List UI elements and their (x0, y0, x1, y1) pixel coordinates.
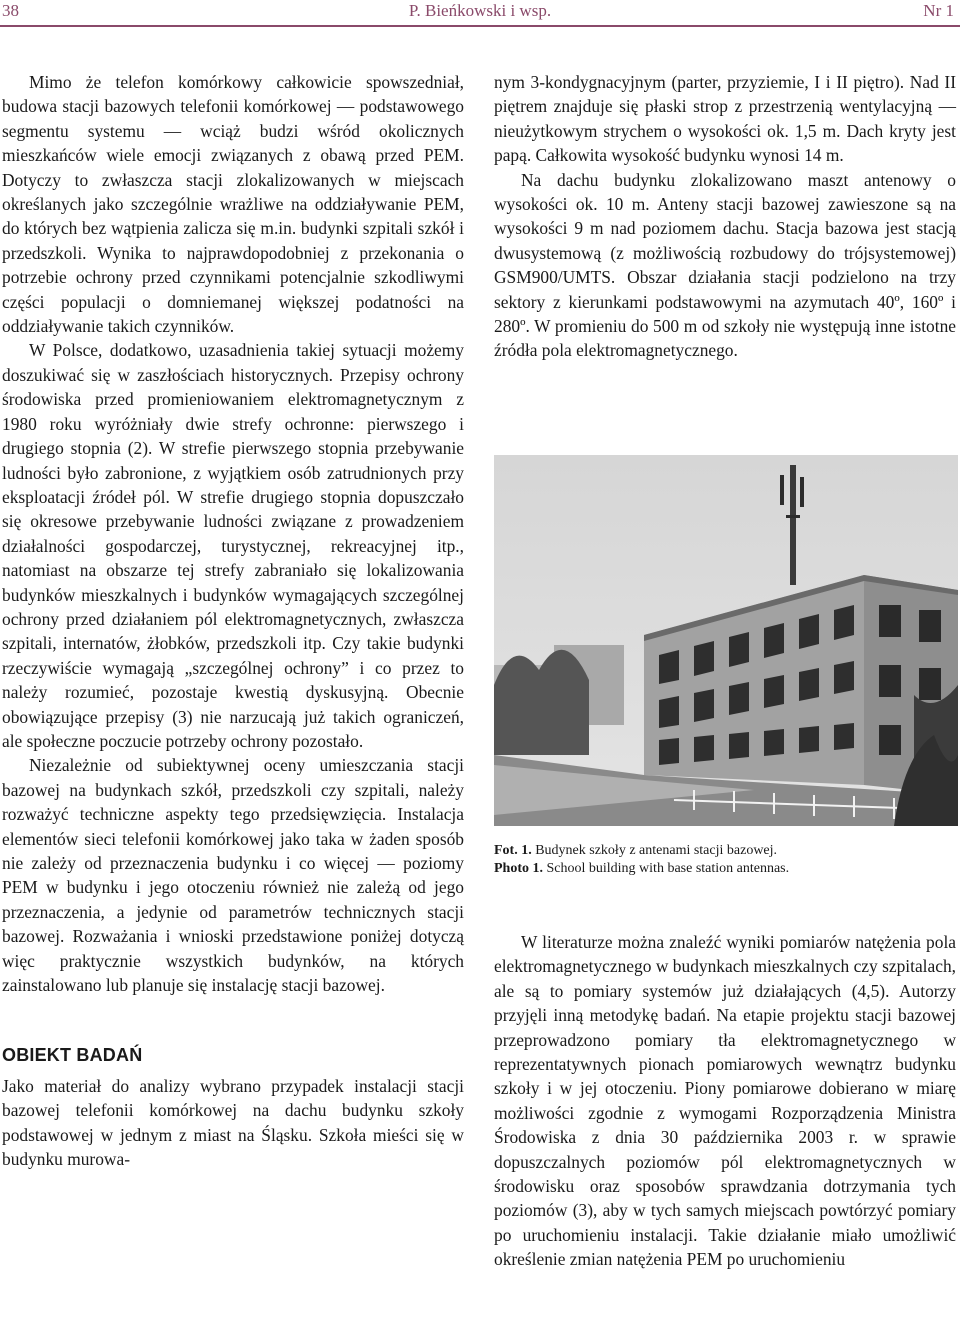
caption-pl-text: Budynek szkoły z antenami stacji bazowej. (535, 843, 778, 858)
caption-en-text: School building with base station antennas. (546, 861, 790, 876)
left-column (2, 70, 464, 1171)
header-authors: P. Bieńkowski i wsp. (408, 1, 552, 20)
building-paragraph: nym 3-kondygnacyjnym (parter, przyziemie, I i II piętro). Nad II piętrem znajduje się płaski strop z przestrzenią wentylacyjną — nieużytkowym strychem o wysokości ok. 1,5 m. Dach kryty jest papą. Całkowita wysokość budynku wynosi 14 m. (494, 72, 956, 166)
header-rule (0, 25, 960, 27)
section-heading: OBIEKT BADAŃ (2, 1045, 143, 1066)
caption-en-label: Photo 1. (494, 861, 543, 876)
caption-pl-label: Fot. 1. (494, 843, 532, 858)
right-column-top (494, 70, 956, 363)
figure-caption (494, 842, 956, 878)
photo-illustration (494, 455, 958, 826)
caption-polish (494, 842, 956, 860)
antenna-paragraph: Na dachu budynku zlokalizowano maszt antenowy o wysokości ok. 10 m. Anteny stacji bazowej zawieszone są na wysokości 9 m nad poziomem dachu. Stacja bazowa jest stacją dwusystemową (z możliwością rozbudowy do trójsystemowej) GSM900/UMTS. Obszar działania stacji podzielono na trzy sektory z kierunkami podstawowymi na azymutach 40º, 160º i 280º. W promieniu do 500 m od szkoły nie występują inne istotne źródła pola elektromagnetycznego. (494, 169, 956, 361)
issue-number: Nr 1 (923, 1, 954, 20)
page-number: 38 (2, 1, 19, 20)
school-building-photo (494, 455, 958, 826)
literature-paragraph: W literaturze można znaleźć wyniki pomiarów natężenia pola elektromagnetycznego w budynkach mieszkalnych czy szpitalach, ale są to pomiary systemów już działających (4,5). Autorzy przyjęli inną metodykę badań. Na etapie projektu stacji bazowej przeprowadzono pomiary tła elektromagnetycznego w reprezentatywnych pionach pomiarowych wewnątrz budynku szkoły i w jej otoczeniu. Piony pomiarowe dobierano w miarę możliwości zgodnie z wymogami Rozporządzenia Ministra Środowiska z dnia 30 października 2003 r. w sprawie dopuszczalnych poziomów pól elektromagnetycznych w środowisku oraz sposobów sprawdzania dotrzymania tych poziomów (3), aby w tych samych miejscach powtórzyć pomiary po uruchomieniu instalacji. Takie działanie miało umożliwić określenie zmian natężenia PEM po uruchomieniu (494, 932, 956, 1270)
history-paragraph: W Polsce, dodatkowo, uzasadnienia takiej sytuacji możemy doszukiwać się w zaszłościach historycznych. Przepisy ochrony środowiska przed promieniowaniem elektromagnetycznym z 1980 roku wyróżniały dwie strefy ochronne: pierwszego i drugiego stopnia (2). W strefie pierwszego stopnia przebywanie ludności było zabronione, z wyjątkiem osób zatrudnionych przy eksploatacji źródeł pól. W strefie drugiego stopnia dopuszczało się okresowe przebywanie ludności związane z prowadzeniem działalności gospodarczej, turystycznej, rekreacyjnej itp., natomiast na obszarze tej strefy zabraniało się lokalizowania budynków mieszkalnych i budynków wymagających szczególnej ochrony przed działaniem pól elektromagnetycznych, zwłaszcza szpitali, internatów, żłobków, przedszkoli itp. Czy takie budynki rzeczywiście wymagają „szczególnej ochrony” i co przez to należy rozumieć, pozostaje kwestią dyskusyjną. Obecnie obowiązujące przepisy (3) nie narzucają już takich ograniczeń, ale społeczne poczucie potrzeby ochrony pozostało. (2, 340, 464, 751)
section-paragraph: Jako materiał do analizy wybrano przypadek instalacji stacji bazowej telefonii komórkowej na dachu budynku szkoły podstawowej w jednym z miast na Śląsku. Szkoła mieści się w budynku murowa- (2, 1075, 464, 1170)
running-header (0, 0, 960, 22)
right-column-bottom (494, 930, 956, 1272)
technical-paragraph: Niezależnie od subiektywnej oceny umieszczania stacji bazowej na budynkach szkół, przedszkoli czy szpitali, należy rozważyć techniczne aspekty tego przedsięwzięcia. Instalacja elementów sieci telefonii komórkowej jako taka w żaden sposób nie zależy od przeznaczenia budynku i co więcej — poziomy PEM w budynku i jego otoczeniu również nie zależą od jego przeznaczenia, a jedynie od parametrów technicznych stacji bazowej. Rozważania i wnioski przedstawione poniżej dotyczą więc praktycznie wszystkich budynków, na których zainstalowano lub planuje się instalację stacji bazowej. (2, 755, 464, 996)
intro-paragraph: Mimo że telefon komórkowy całkowicie spowszedniał, budowa stacji bazowych telefonii komórkowej — podstawowego segmentu systemu — wciąż budzi wśród okolicznych mieszkańców wiele emocji związanych z obawą przed PEM. Dotyczy to zwłaszcza stacji zlokalizowanych w miejscach określanych jako szczególnie wrażliwe na oddziaływanie PEM, do których bez wątpienia zalicza się m.in. budynki szpitali szkół i przedszkoli. Wynika to najprawdopodobniej z przekonania o potrzebie ochrony przed czynnikami potencjalnie szkodliwymi części populacji o domniemanej większej podatności na oddziaływanie takich czynników. (2, 72, 464, 337)
caption-english (494, 860, 956, 878)
